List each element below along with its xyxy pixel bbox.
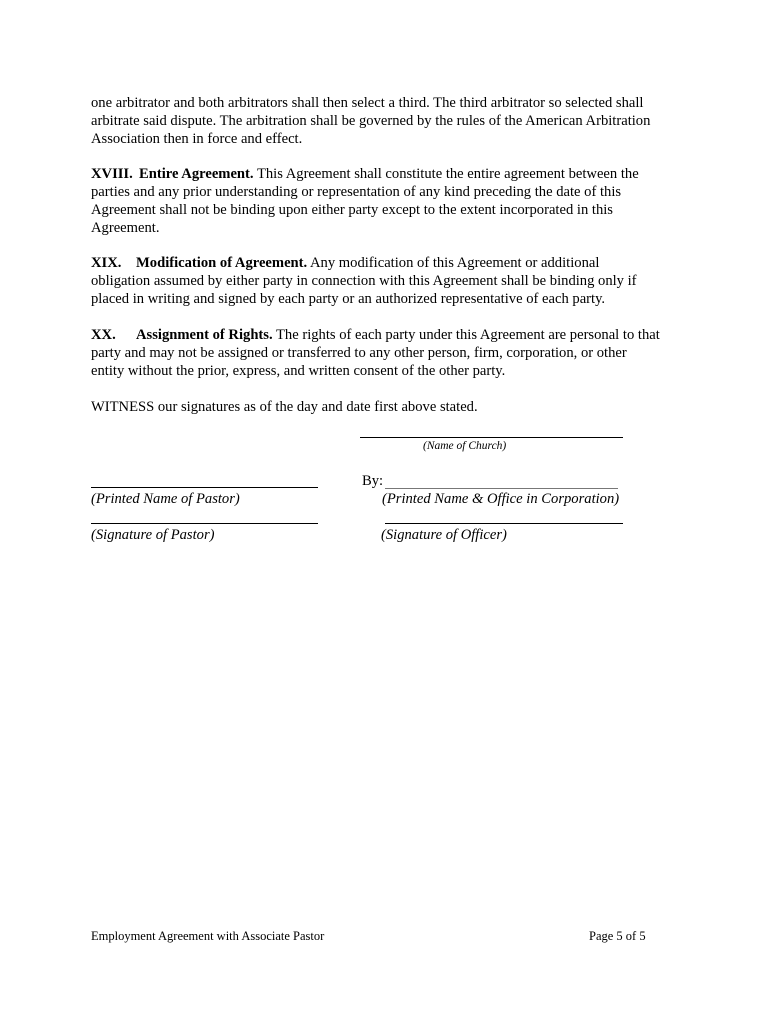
section-heading: Modification of Agreement.: [136, 255, 308, 271]
paragraph-line: Association then in force and effect.: [91, 131, 303, 147]
section-number: XX.: [91, 327, 116, 343]
section-heading: Entire Agreement.: [139, 166, 254, 182]
paragraph-line: Agreement shall not be binding upon either party except to the extent incorporated in this: [91, 202, 613, 218]
pastor-signature-line[interactable]: [91, 523, 318, 524]
by-label: By:: [362, 473, 384, 489]
paragraph-line: parties and any prior understanding or representation of any kind preceding the date of this: [91, 184, 622, 200]
paragraph-line: arbitrate said dispute. The arbitration shall be governed by the rules of the American Arbitration: [91, 113, 651, 129]
paragraph-line: obligation assumed by either party in connection with this Agreement shall be binding only if: [91, 273, 637, 289]
section-text: Any modification of this Agreement or additional: [307, 255, 600, 271]
witness-statement: WITNESS our signatures as of the day and date first above stated.: [91, 399, 478, 415]
church-name-signature-line[interactable]: [360, 437, 623, 438]
signature-of-officer-caption: (Signature of Officer): [381, 527, 507, 543]
arbitration-continuation-paragraph: [91, 94, 691, 148]
section-number: XVIII.: [91, 166, 133, 182]
paragraph-line: one arbitrator and both arbitrators shall then select a third. The third arbitrator so selected shall: [91, 95, 644, 111]
officer-printed-name-line[interactable]: [385, 488, 618, 489]
section-xix-modification-of-agreement: [91, 254, 691, 308]
paragraph-line: placed in writing and signed by each party or an authorized representative of each party.: [91, 291, 606, 307]
section-text: The rights of each party under this Agreement are personal to that: [272, 327, 660, 343]
section-xx-assignment-of-rights: [91, 326, 691, 380]
church-name-caption: (Name of Church): [423, 440, 507, 452]
printed-name-and-office-caption: (Printed Name & Office in Corporation): [382, 491, 620, 507]
section-text: This Agreement shall constitute the entire agreement between the: [253, 166, 639, 182]
officer-signature-line[interactable]: [385, 523, 623, 524]
section-xviii-entire-agreement: [91, 165, 691, 237]
footer-document-title: Employment Agreement with Associate Pastor: [91, 929, 325, 943]
signature-of-pastor-caption: (Signature of Pastor): [91, 527, 215, 543]
paragraph-line: entity without the prior, express, and written consent of the other party.: [91, 363, 506, 379]
section-number: XIX.: [91, 255, 122, 271]
footer-page-number: Page 5 of 5: [589, 929, 646, 943]
printed-name-of-pastor-caption: (Printed Name of Pastor): [91, 491, 240, 507]
paragraph-line: party and may not be assigned or transferred to any other person, firm, corporation, or other: [91, 345, 627, 361]
section-heading: Assignment of Rights.: [136, 327, 273, 343]
paragraph-line: Agreement.: [91, 220, 160, 236]
pastor-printed-name-line[interactable]: [91, 487, 318, 488]
